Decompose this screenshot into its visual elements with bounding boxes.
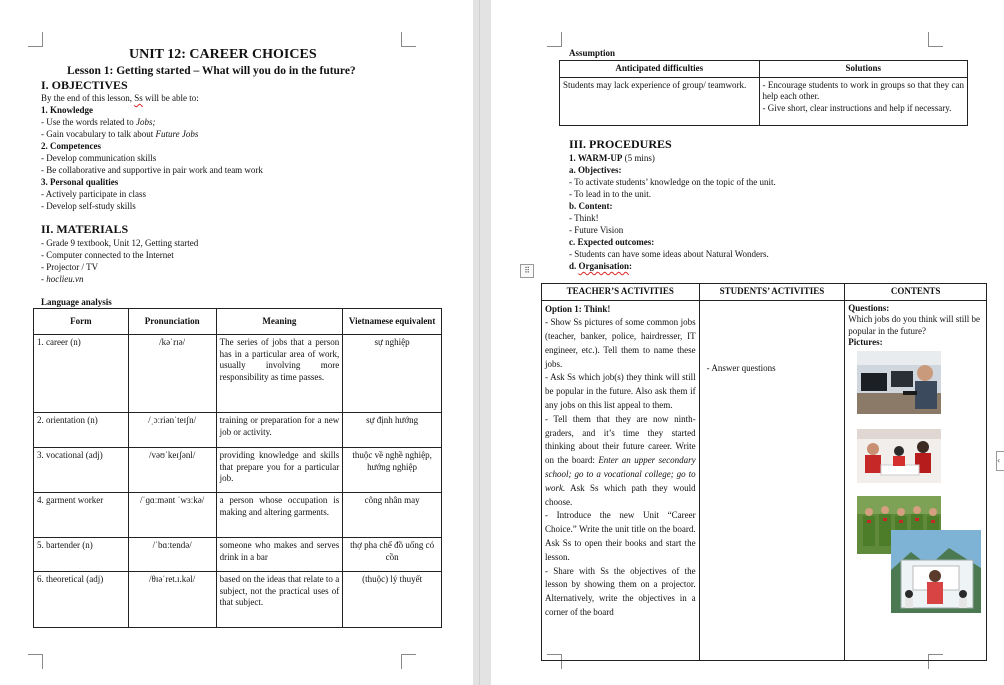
right-page [491,0,1004,685]
office-worker-photo [857,351,941,414]
table-row [34,572,442,628]
vietnamese-cell: công nhân may [343,493,442,538]
move-handle-icon[interactable]: ⠿ [520,264,534,278]
column-header: Anticipated difficulties [560,61,760,78]
column-header: TEACHER’S ACTIVITIES [542,284,700,301]
teacher-step: - Introduce the new Unit “Career Choice.” Write the unit title on the board. Ask Ss to open their books and start the lesson. [545,510,696,562]
quality-item: - Actively participate in class [41,189,146,199]
meaning-cell: providing knowledge and skills that prepare you for a particular job. [216,448,343,493]
vietnamese-cell: thợ pha chế đồ uống có cồn [343,538,442,572]
pronunciation-cell: /kəˈrɪə/ [128,335,216,413]
content-item: - Think! [569,213,599,223]
objectives-intro: By the end of this lesson, Ss will be able to: [41,93,199,103]
form-cell: 6. theoretical (adj) [34,572,129,628]
objective-item: - To lead in to the unit. [569,189,651,199]
crop-mark [28,32,43,47]
side-panel-tab-icon[interactable]: ‹ [996,451,1004,471]
column-header: STUDENTS’ ACTIVITIES [699,284,845,301]
meaning-cell: The series of jobs that a person has in a particular area of work, usually involving more responsibility as time passes. [216,335,343,413]
pronunciation-cell: /ˈɡɑːmənt ˈwɜːkə/ [128,493,216,538]
teacher-step: - Show Ss pictures of some common jobs (teacher, banker, police, hairdresser, IT engineer, etc.). Tell them to name these jobs. [545,317,696,369]
assumption-label: Assumption [569,48,616,58]
organisation-label: d. Organisation: [569,261,633,271]
teacher-classroom-photo [891,530,981,613]
vietnamese-cell: sự nghiệp [343,335,442,413]
form-cell: 3. vocational (adj) [34,448,129,493]
crop-mark [28,654,43,669]
table-row [34,413,442,448]
crop-mark [401,654,416,669]
outcome-item: - Students can have some ideas about Natural Wonders. [569,249,769,259]
meeting-photo [857,429,941,483]
vietnamese-cell: sự định hướng [343,413,442,448]
column-header: Vietnamese equivalent [343,309,442,335]
meaning-cell: a person whose occupation is making and altering garments. [216,493,343,538]
assumption-table [559,60,968,126]
quality-item: - Develop self-study skills [41,201,136,211]
meaning-cell: someone who makes and serves drink in a bar [216,538,343,572]
pronunciation-cell: /vəʊˈkeɪʃənl/ [128,448,216,493]
pronunciation-cell: /ˌɔːriənˈteɪʃn/ [128,413,216,448]
crop-mark [547,32,562,47]
teacher-step: - Share with Ss the objectives of the lesson by showing them on a projector. Alternatively, write the objectives in a corner of the board [545,565,696,618]
pronunciation-cell: /θɪəˈret.ɪ.kəl/ [128,572,216,628]
vietnamese-cell: thuộc về nghề nghiệp, hướng nghiệp [343,448,442,493]
form-cell: 2. orientation (n) [34,413,129,448]
difficulty-cell: Students may lack experience of group/ teamwork. [560,77,760,125]
teacher-step: - Tell them that they are now ninth-graders, and it’s time they started thinking about their future career. Write on the board: Enter an upper secondary school; go to a vocational college; go to work. Ask Ss which path they would choose. [545,413,696,507]
table-row [34,493,442,538]
column-header: Pronunciation [128,309,216,335]
procedures-heading: III. PROCEDURES [569,137,672,151]
language-analysis-table [33,308,442,628]
student-activity: - Answer questions [706,362,776,373]
knowledge-item: - Gain vocabulary to talk about Future Jobs [41,129,199,139]
solution-item: - Give short, clear instructions and help if necessary. [762,102,952,113]
questions-label: Questions: [848,302,890,313]
unit-title: UNIT 12: CAREER CHOICES [129,47,317,62]
knowledge-item: - Use the words related to Jobs; [41,117,156,127]
qualities-heading: 3. Personal qualities [41,177,119,187]
pictures-label: Pictures: [848,337,883,347]
warmup-heading: 1. WARM-UP (5 mins) [569,153,655,163]
outcomes-label: c. Expected outcomes: [569,237,655,247]
competence-item: - Be collaborative and supportive in pair work and team work [41,165,263,175]
material-item: - hoclieu.vn [41,274,84,284]
lesson-title: Lesson 1: Getting started – What will you do in the future? [67,65,356,77]
solution-item: - Encourage students to work in groups so that they can help each other. [762,79,964,101]
objectives-label: a. Objectives: [569,165,622,175]
objective-item: - To activate students’ knowledge on the topic of the unit. [569,177,776,187]
competences-heading: 2. Competences [41,141,101,151]
column-header: Solutions [759,61,967,78]
teacher-step: - Ask Ss which job(s) they think will still be popular in the future. Also ask them if any jobs on this list appeal to them. [545,372,696,411]
crop-mark [928,32,943,47]
material-item: - Projector / TV [41,262,99,272]
column-header: CONTENTS [845,284,987,301]
vietnamese-cell: (thuộc) lý thuyết [343,572,442,628]
left-page [0,0,473,685]
form-cell: 1. career (n) [34,335,129,413]
meaning-cell: training or preparation for a new job or activity. [216,413,343,448]
column-header: Meaning [216,309,343,335]
table-row [34,538,442,572]
solution-cell [759,77,967,125]
teacher-activities-cell [542,300,700,660]
option-title: Option 1: Think! [545,303,611,314]
language-analysis-label: Language analysis [41,297,112,307]
form-cell: 5. bartender (n) [34,538,129,572]
pronunciation-cell: /ˈbɑːtendə/ [128,538,216,572]
crop-mark [401,32,416,47]
content-label: b. Content: [569,201,613,211]
materials-heading: II. MATERIALS [41,222,129,236]
students-activities-cell [699,300,845,660]
table-row [34,448,442,493]
objectives-heading: I. OBJECTIVES [41,78,128,92]
page-gutter [473,0,491,685]
knowledge-heading: 1. Knowledge [41,105,94,115]
meaning-cell: based on the ideas that relate to a subject, not the practical uses of that subject. [216,572,343,628]
table-row [34,335,442,413]
material-item: - Grade 9 textbook, Unit 12, Getting started [41,238,199,248]
competence-item: - Develop communication skills [41,153,157,163]
column-header: Form [34,309,129,335]
form-cell: 4. garment worker [34,493,129,538]
question-text: Which jobs do you think will still be popular in the future? [848,314,981,336]
content-item: - Future Vision [569,225,624,235]
material-item: - Computer connected to the Internet [41,250,174,260]
